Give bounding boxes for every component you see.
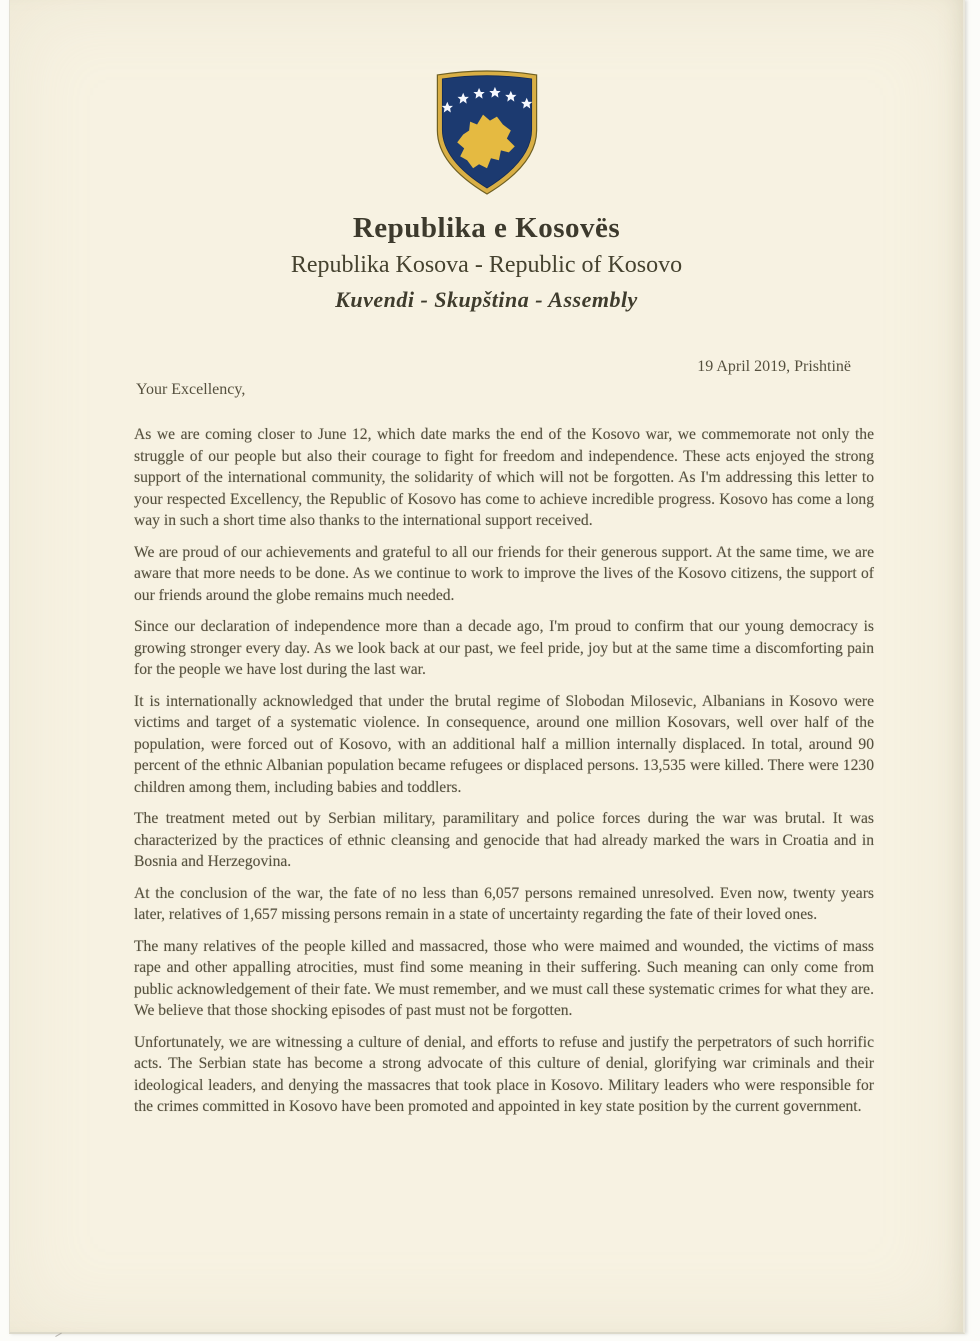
letter-paragraph: At the conclusion of the war, the fate of no less than 6,057 persons remained unresolved. Even now, twenty years later, relatives of 1,657 missing persons remain in a state of uncertainty regarding the fate of their loved ones.	[134, 884, 874, 923]
letterhead-title: Republika e Kosovës	[352, 212, 621, 244]
letter-paragraph: It is internationally acknowledged that under the brutal regime of Slobodan Milosevic, Albanians in Kosovo were victims and target of a systematic violence. In consequence, around one million Kosovars, well over half of the population, were forced out of Kosovo, with an additional half a million internally displaced. In total, around 90 percent of the ethnic Albanian population became refugees or displaced persons. 13,535 were killed. There were 1230 children among them, including babies and toddlers.	[134, 692, 874, 796]
letter-paragraph: We are proud of our achievements and grateful to all our friends for their generous support. At the same time, we are aware that more needs to be done. As we continue to work to improve the lives of the Kosovo citizens, the support of our friends around the globe remains much needed.	[134, 543, 874, 604]
letter-page	[9, 0, 965, 1334]
letter-paragraph: Since our declaration of independence more than a decade ago, I'm proud to confirm that our young democracy is growing stronger every day. As we look back at our past, we feel pride, joy but at the same time a discomforting pain for the people we have lost during the last war.	[134, 618, 874, 678]
kosovo-coat-of-arms-icon	[426, 67, 548, 198]
letterhead-subtitle-bilingual: Republika Kosova - Republic of Kosovo	[290, 252, 683, 278]
date-line: 19 April 2019, Prishtinë	[697, 358, 851, 375]
letter-paragraph: As we are coming closer to June 12, which date marks the end of the Kosovo war, we commemorate not only the struggle of our people but also their courage to fight for freedom and independence. These acts enjoyed the strong support of the international community, the solidarity of which will not be forgotten. As I'm addressing this letter to your respected Excellency, the Republic of Kosovo has come to achieve incredible progress. Kosovo has come a long way in such a short time also thanks to the international support received.	[134, 426, 874, 529]
letter-paragraph: Unfortunately, we are witnessing a culture of denial, and efforts to refuse and justify the perpetrators of such horrific acts. The Serbian state has become a strong advocate of this culture of denial, glorifying war criminals and their ideological leaders, and denying the massacres that took place in Kosovo. Military leaders who were responsible for the crimes committed in Kosovo have been promoted and appointed in key state position by the current government.	[134, 1033, 874, 1115]
letter-paragraph: The many relatives of the people killed and massacred, those who were maimed and wounded, the victims of mass rape and other appalling atrocities, must find some meaning in their suffering. Such meaning can only come from public acknowledgement of their fate. We must remember, and we must call these systematic crimes for what they are. We believe that those shocking episodes of past must not be forgotten.	[134, 937, 874, 1019]
letterhead-subtitle-assembly: Kuvendi - Skupština - Assembly	[335, 287, 638, 312]
salutation: Your Excellency,	[136, 381, 246, 398]
letter-paragraph: The treatment meted out by Serbian military, paramilitary and police forces during the war was brutal. It was characterized by the practices of ethnic cleansing and genocide that had already marked the wars in Croatia and in Bosnia and Herzegovina.	[134, 810, 874, 870]
letter-body	[134, 424, 874, 1128]
